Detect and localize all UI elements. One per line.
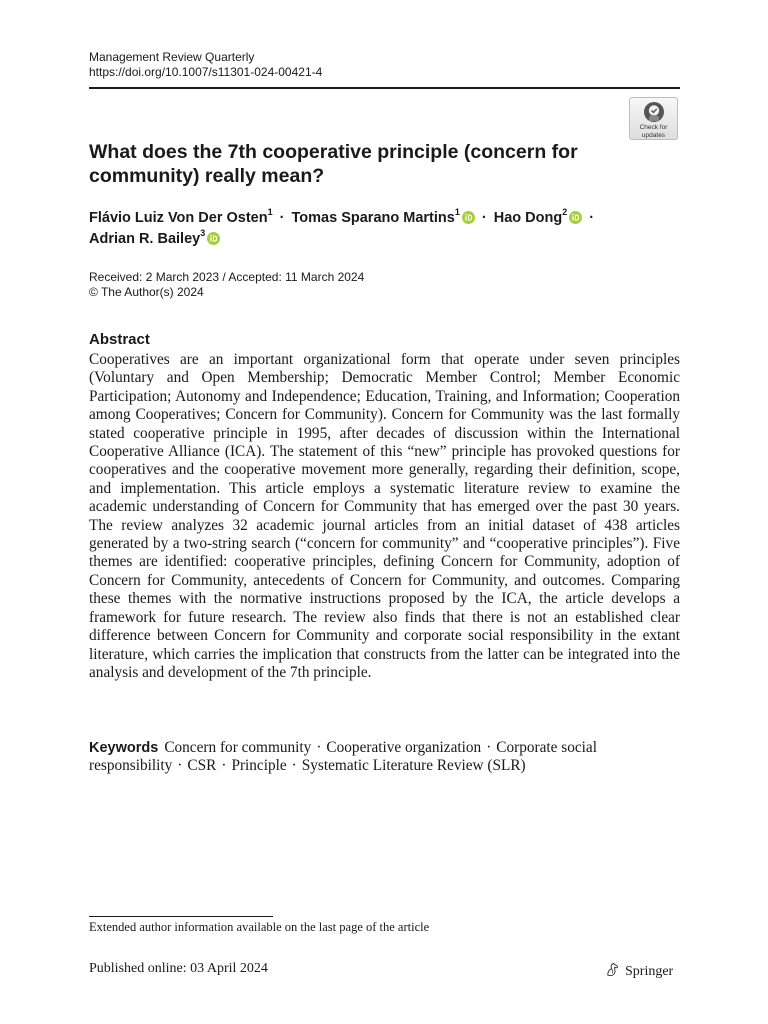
orcid-icon[interactable] (207, 232, 220, 245)
header-divider (89, 87, 680, 89)
received-accepted-dates: Received: 2 March 2023 / Accepted: 11 March 2024 (89, 270, 365, 284)
copyright-notice: © The Author(s) 2024 (89, 285, 204, 299)
doi-link[interactable]: https://doi.org/10.1007/s11301-024-00421-4 (89, 65, 323, 79)
keyword: Systematic Literature Review (SLR) (301, 757, 526, 775)
keyword: CSR (187, 757, 217, 775)
abstract-heading: Abstract (89, 331, 150, 348)
footnote-text: Extended author information available on the last page of the article (89, 920, 430, 934)
orcid-icon[interactable] (462, 211, 475, 224)
author-list (89, 208, 649, 250)
author-name[interactable]: Adrian R. Bailey (89, 231, 201, 247)
check-for-updates-badge[interactable] (629, 97, 678, 140)
keywords-section (89, 739, 680, 776)
footnote-divider (89, 916, 273, 917)
keyword: Principle (231, 757, 287, 775)
keyword-separator: · (221, 757, 227, 775)
keyword-separator: · (291, 757, 297, 775)
check-for-updates-label-2: updates (641, 132, 666, 139)
author-name[interactable]: Tomas Sparano Martins (291, 210, 455, 226)
check-for-updates-label-1: Check for (639, 124, 668, 131)
publisher-logo[interactable] (604, 961, 673, 980)
journal-name: Management Review Quarterly (89, 50, 255, 64)
abstract-text: Cooperatives are an important organizational form that operate under seven principles (Voluntary and Open Membership; Democratic Member Control; Member Economic Participation; Autonomy and Independence; Education, Training, and Information; Cooperation among Cooperatives; Concern for Community). Concern for Community was the last formally stated cooperative principle in 1995, after decades of discussion within the International Cooperative Alliance (ICA). The statement of this “new” principle has provoked questions for cooperatives and the cooperative movement more generally, regarding their definition, scope, and implementation. This article employs a systematic literature review to examine the academic understanding of Concern for Community that has emerged over the past 30 years. The review analyzes 32 academic journal articles from an initial dataset of 438 articles generated by a two-string search (“concern for community” and “cooperative principles”). Five themes are identified: cooperative principles, defining Concern for Community, adoption of Concern for Community, antecedents of Concern for Community, and outcomes. Comparing these themes with the normative instructions proposed by the ICA, the article develops a framework for future research. The review also finds that there is not an established clear difference between Concern for Community and corporate social responsibility in the extant literature, which carries the implication that constructs from the latter can be integrated into the analysis and development of the 7th principle. (89, 351, 680, 681)
author-affiliation: 3 (200, 228, 206, 239)
published-online-date: Published online: 03 April 2024 (89, 961, 268, 976)
keyword: Cooperative organization (326, 739, 482, 756)
check-for-updates-icon (643, 101, 665, 123)
keyword: Concern for community (164, 739, 312, 756)
author-affiliation: 2 (562, 207, 568, 218)
keyword-separator: · (177, 757, 183, 775)
publisher-name: Springer (625, 964, 674, 979)
author-separator: · (481, 210, 487, 226)
article-title: What does the 7th cooperative principle (concern for community) really mean? (89, 141, 578, 187)
springer-horse-icon (604, 961, 621, 978)
author-name[interactable]: Hao Dong (493, 210, 563, 226)
keyword-separator: · (316, 739, 322, 756)
author-separator: · (279, 210, 285, 226)
author-separator: · (589, 210, 595, 226)
author-affiliation: 1 (454, 207, 460, 218)
keywords-label: Keywords (89, 740, 159, 756)
author-name[interactable]: Flávio Luiz Von Der Osten (89, 210, 268, 226)
orcid-icon[interactable] (569, 211, 582, 224)
keyword-separator: · (486, 739, 492, 756)
keyword: Corporate social responsibility (89, 739, 597, 775)
author-affiliation: 1 (267, 207, 273, 218)
